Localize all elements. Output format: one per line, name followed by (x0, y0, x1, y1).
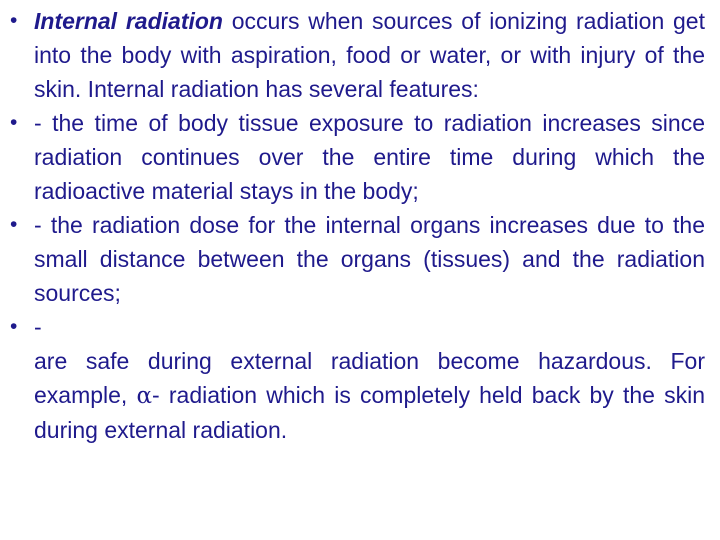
bullet-dash: - (34, 314, 42, 340)
alpha-symbol: α (136, 383, 153, 409)
bullet-icon: • (10, 111, 18, 134)
bullet-icon: • (10, 213, 18, 236)
bullet-item-hazard-example (10, 310, 705, 447)
bullet-icon: • (10, 315, 18, 338)
bullet-list (10, 4, 705, 447)
bullet-text: are safe during external radiation become hazardous. For example, (34, 348, 705, 408)
bullet-text: occurs when sources of ionizing radiation get into the body with aspiration, food or water, or with injury of the skin. Internal radiation has several features: (34, 8, 705, 102)
bullet-text-continued: - radiation which is completely held back by the skin during external radiation. (34, 382, 705, 443)
bullet-item-dose-increase (10, 208, 705, 310)
term-internal-radiation: Internal radiation (34, 8, 223, 34)
bullet-text: - the radiation dose for the internal organs increases due to the small distance between the organs (tissues) and the radiation sources; (34, 212, 705, 306)
bullet-item-exposure-time (10, 106, 705, 208)
bullet-icon: • (10, 9, 18, 32)
bullet-item-internal-radiation (10, 4, 705, 106)
bullet-text: - the time of body tissue exposure to radiation increases since radiation continues over the entire time during which the radioactive material stays in the body; (34, 110, 705, 204)
